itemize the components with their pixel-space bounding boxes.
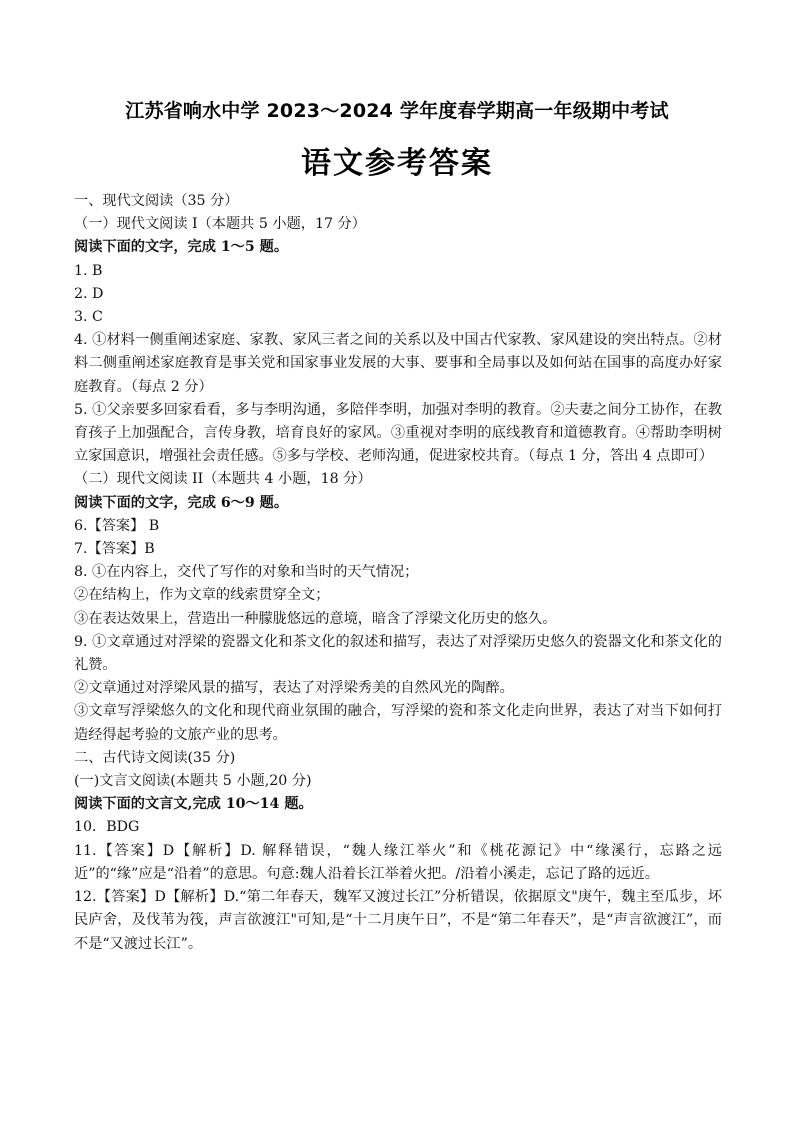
part-heading-modern-reading-2: （二）现代文阅读 II（本题共 4 小题，18 分） <box>74 471 372 488</box>
answer-6: 6.【答案】 B <box>74 517 160 534</box>
part-instruction: 阅读下面的文字，完成 1～5 题。 <box>74 239 289 256</box>
part-heading-classical-prose: (一)文言文阅读(本题共 5 小题,20 分) <box>74 773 312 790</box>
part-instruction: 阅读下面的文言文,完成 10～14 题。 <box>74 796 313 813</box>
page-title: 语文参考答案 <box>301 146 493 181</box>
answer-4: 4. ①材料一侧重阐述家庭、家教、家风三者之间的关系以及中国古代家教、家风建设的突出特点。②材料二侧重阐述家庭教育是事关党和国家事业发展的大事、要事和全局事以及如何站在国事的高度办好家庭教育。（每点 2 分） <box>74 332 722 395</box>
answer-8-point-3: ③在表达效果上，营造出一种朦胧悠远的意境，暗含了浮梁文化历史的悠久。 <box>74 610 557 627</box>
section-heading-classical-reading: 二、古代诗文阅读(35 分) <box>74 749 236 766</box>
answer-9-point-1: 9. ①文章通过对浮梁的瓷器文化和茶文化的叙述和描写，表达了对浮梁历史悠久的瓷器文化和茶文化的礼赞。 <box>74 633 722 674</box>
answer-8-point-1: 8. ①在内容上，交代了写作的对象和当时的天气情况； <box>74 564 419 581</box>
answer-10: 10．BDG <box>74 819 140 836</box>
part-instruction: 阅读下面的文字，完成 6～9 题。 <box>74 494 289 511</box>
answer-9-point-2: ②文章通过对浮梁风景的描写，表达了对浮梁秀美的自然风光的陶醉。 <box>74 680 514 697</box>
answer-7: 7.【答案】B <box>74 541 155 558</box>
answer-11: 11.【答案】D【解析】D. 解释错误，“魏人缘江举火”和《桃花源记》中“缘溪行，忘路之远近”的“缘”应是“沿着”的意思。句意:魏人沿着长江举着火把。/沿着小溪走，忘记了路的远近。 <box>74 842 722 882</box>
answer-12: 12.【答案】D【解析】D.“第二年春天，魏军又渡过长江”分析错误，依据原文"庚午，魏主至瓜步，坏民庐舍，及伐苇为筏，声言欲渡江"可知,是“十二月庚午日”，不是“第二年春天”，是“声言欲渡江”，而不是“又渡过长江”。 <box>74 889 722 952</box>
answer-2: 2. D <box>74 285 104 302</box>
exam-title: 江苏省响水中学 2023～2024 学年度春学期高一年级期中考试 <box>125 100 669 122</box>
answer-8-point-2: ②在结构上，作为文章的线索贯穿全文； <box>74 587 330 604</box>
answer-9-point-3: ③文章写浮梁悠久的文化和现代商业氛围的融合，写浮梁的瓷和茶文化走向世界，表达了对当下如何打造经得起考验的文旅产业的思考。 <box>74 703 722 743</box>
answer-1: 1. B <box>74 262 103 279</box>
answer-body <box>74 190 722 956</box>
part-heading-modern-reading-1: （一）现代文阅读 I（本题共 5 小题，17 分） <box>74 216 366 233</box>
answer-3: 3. C <box>74 309 103 326</box>
section-heading-modern-reading: 一、现代文阅读（35 分） <box>74 193 239 209</box>
answer-5: 5. ①父亲要多回家看看，多与李明沟通，多陪伴李明，加强对李明的教育。②夫妻之间分工协作，在教育孩子上加强配合，言传身教，培育良好的家风。③重视对李明的底线教育和道德教育。④帮助李明树立家国意识，增强社会责任感。⑤多与学校、老师沟通，促进家校共育。（每点 1 分，答出 4 点即可） <box>74 401 722 465</box>
